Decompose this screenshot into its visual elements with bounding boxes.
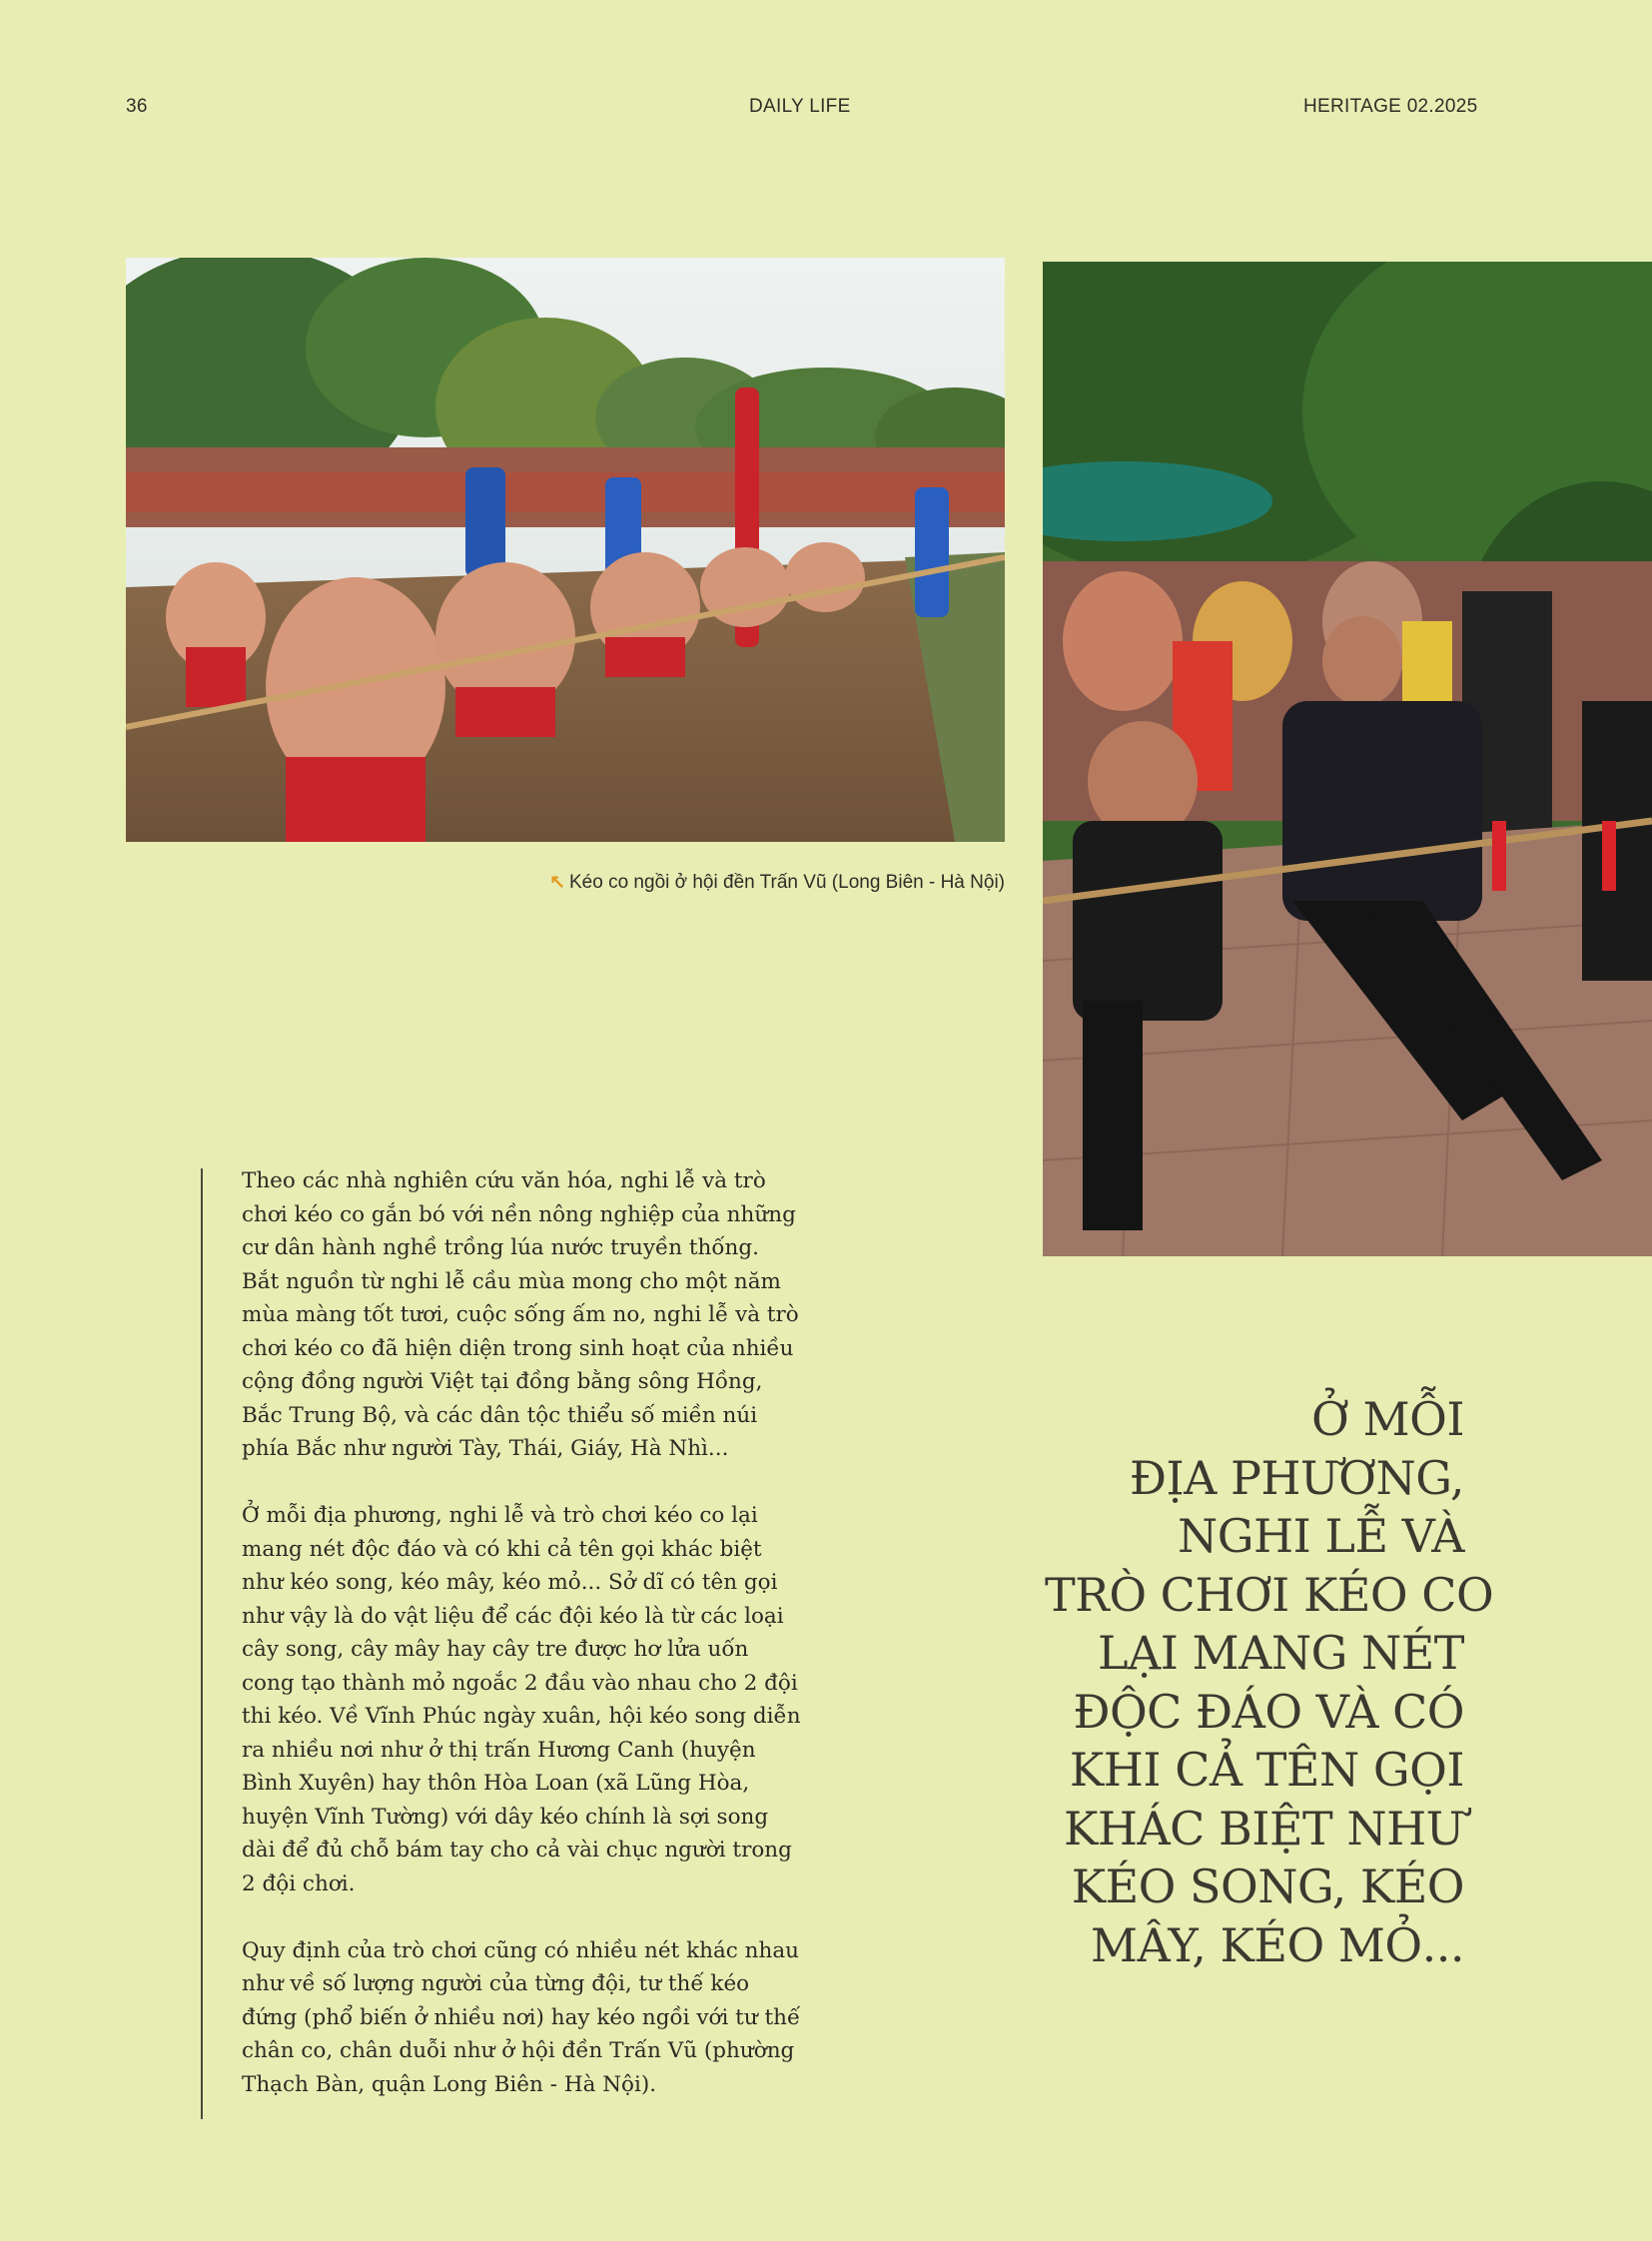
issue-label: HERITAGE 02.2025 (1303, 96, 1478, 117)
pull-quote (1045, 1390, 1494, 1974)
pull-quote-line: KÉO SONG, KÉO (1071, 1860, 1464, 1913)
caption-text: Kéo co ngồi ở hội đền Trấn Vũ (Long Biên - Hà Nội) (569, 872, 1005, 893)
pull-quote-line: ĐỘC ĐÁO VÀ CÓ (1073, 1684, 1464, 1739)
photo-seated-tug-of-war (126, 258, 1005, 842)
article-body (242, 1164, 801, 2135)
caption-arrow-icon: ↖ (549, 872, 565, 893)
photo-standing-tug-of-war-illustration (1043, 262, 1652, 1256)
photo-standing-tug-of-war (1043, 262, 1652, 1256)
pull-quote-line: MÂY, KÉO MỎ... (1090, 1917, 1464, 1972)
paragraph-1: Theo các nhà nghiên cứu văn hóa, nghi lễ và trò chơi kéo co gắn bó với nền nông nghiệp của những cư dân hành nghề trồng lúa nước truyền thống. Bắt nguồn từ nghi lễ cầu mùa mong cho một năm mùa màng tốt tươi, cuộc sống ấm no, nghi lễ và trò chơi kéo co đã hiện diện trong sinh hoạt của nhiều cộng đồng người Việt tại đồng bằng sông Hồng, Bắc Trung Bộ, và các dân tộc thiểu số miền núi phía Bắc như người Tày, Thái, Giáy, Hà Nhì... (242, 1168, 799, 1461)
page-number: 36 (126, 96, 148, 117)
column-rule (201, 1168, 203, 2119)
paragraph-3: Quy định của trò chơi cũng có nhiều nét khác nhau như về số lượng người của từng đội, tư thế kéo đứng (phổ biến ở nhiều nơi) hay kéo ngồi với tư thế chân co, chân duỗi như ở hội đền Trấn Vũ (phường Thạch Bàn, quận Long Biên - Hà Nội). (242, 1937, 801, 2097)
pull-quote-line: ĐỊA PHƯƠNG, (1129, 1450, 1464, 1505)
photo-seated-tug-of-war-illustration (126, 258, 1005, 842)
pull-quote-line: KHI CẢ TÊN GỌI (1069, 1743, 1464, 1797)
pull-quote-line: TRÒ CHƠI KÉO CO (1045, 1567, 1494, 1622)
section-title: DAILY LIFE (749, 96, 851, 117)
pull-quote-line: Ở MỖI (1311, 1392, 1464, 1446)
pull-quote-line: NGHI LỄ VÀ (1178, 1509, 1464, 1563)
pull-quote-line: LẠI MANG NÉT (1097, 1626, 1464, 1680)
paragraph-2: Ở mỗi địa phương, nghi lễ và trò chơi kéo co lại mang nét độc đáo và có khi cả tên gọi khác biệt như kéo song, kéo mây, kéo mỏ... Sở dĩ có tên gọi như vậy là do vật liệu để các đội kéo là từ các loại cây song, cây mây hay cây tre được hơ lửa uốn cong tạo thành mỏ ngoắc 2 đầu vào nhau cho 2 đội thi kéo. Về Vĩnh Phúc ngày xuân, hội kéo song diễn ra nhiều nơi như ở thị trấn Hương Canh (huyện Bình Xuyên) hay thôn Hòa Loan (xã Lũng Hòa, huyện Vĩnh Tường) với dây kéo chính là sợi song dài để đủ chỗ bám tay cho cả vài chục người trong 2 đội chơi. (242, 1503, 801, 1896)
pull-quote-line: KHÁC BIỆT NHƯ (1063, 1801, 1464, 1856)
photo-caption (549, 871, 1005, 894)
